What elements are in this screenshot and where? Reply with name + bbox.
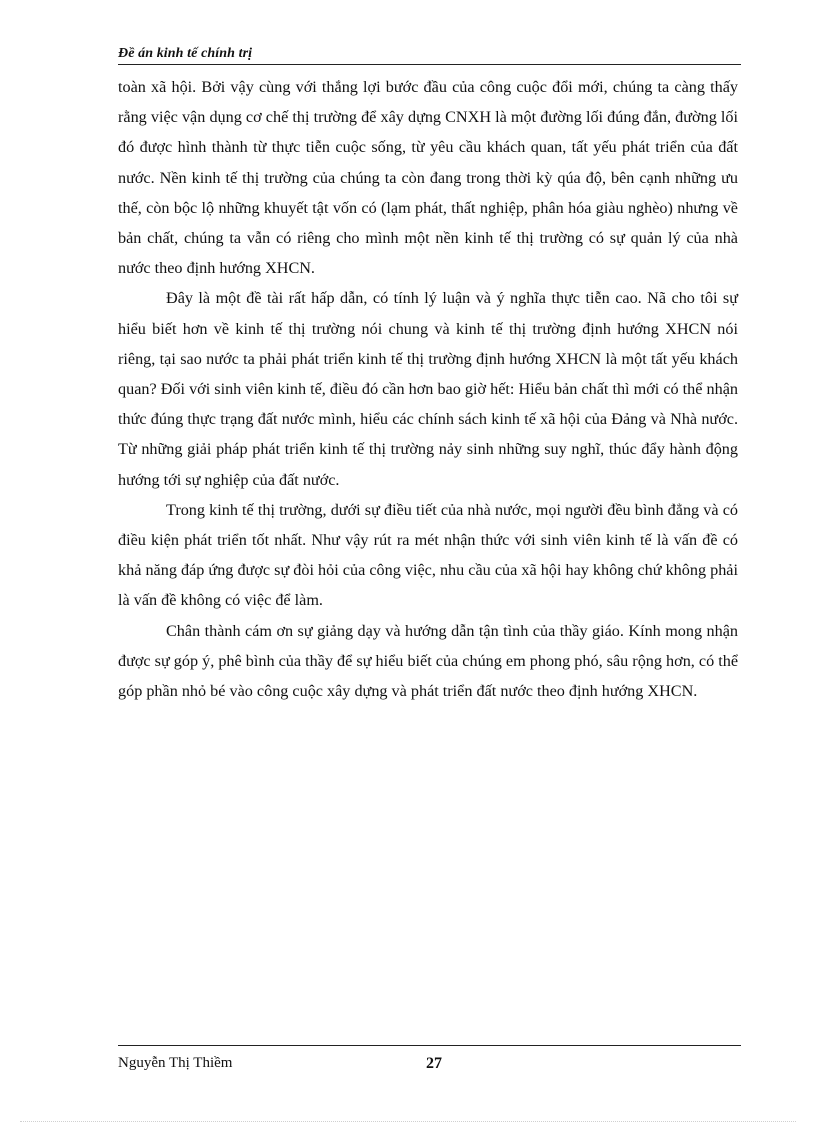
paragraph-topic-significance: Đây là một đề tài rất hấp dẫn, có tính lý luận và ý nghĩa thực tiễn cao. Nã cho tôi sự hiểu biết hơn về kinh tế thị trường nói chung và kinh tế thị trường định hướng XHCN nói riêng, tại sao nước ta phải phát triển kinh tế thị trường định hướng XHCN là một tất yếu khách quan? Đối với sinh viên kinh tế, điều đó cần hơn bao giờ hết: Hiểu bản chất thì mới có thể nhận thức đúng thực trạng đất nước mình, hiểu các chính sách kinh tế xã hội của Đảng và Nhà nước. Từ những giải pháp phát triển kinh tế thị trường nảy sinh những suy nghĩ, thúc đẩy hành động hướng tới sự nghiệp của đất nước. xyxy=(118,289,738,489)
footer-divider xyxy=(118,1045,741,1046)
paragraph-market-economy: Trong kinh tế thị trường, dưới sự điều tiết của nhà nước, mọi người đều bình đẳng và có điều kiện phát triển tốt nhất. Như vậy rút ra mét nhận thức với sinh viên kinh tế là vấn đề có khả năng đáp ứng được sự đòi hỏi của công việc, nhu cầu của xã hội hay không chứ không phải là vấn đề không có việc để làm. xyxy=(118,500,738,610)
running-header-title: Đề án kinh tế chính trị xyxy=(118,46,253,61)
header-divider xyxy=(118,64,741,65)
document-body xyxy=(118,72,738,706)
page-edge-divider xyxy=(20,1121,796,1122)
paragraph-acknowledgement: Chân thành cám ơn sự giảng dạy và hướng dẫn tận tình của thầy giáo. Kính mong nhận được sự góp ý, phê bình của thầy để sự hiểu biết của chúng em phong phó, sâu rộng hơn, có thể góp phần nhỏ bé vào công cuộc xây dựng và phát triển đất nước theo định hướng XHCN. xyxy=(118,621,738,701)
page-number: 27 xyxy=(426,1055,442,1072)
paragraph-continuation: toàn xã hội. Bởi vậy cùng với thắng lợi bước đầu của công cuộc đổi mới, chúng ta càng thấy rằng việc vận dụng cơ chế thị trường để xây dựng CNXH là một đường lối đúng đắn, đường lối đó được hình thành từ thực tiễn cuộc sống, từ yêu cầu khách quan, tất yếu phát triển của đất nước. Nền kinh tế thị trường của chúng ta còn đang trong thời kỳ qúa độ, bên cạnh những ưu thế, còn bộc lộ những khuyết tật vốn có (lạm phát, thất nghiệp, phân hóa giàu nghèo) nhưng về bản chất, chúng ta vẫn có riêng cho mình một nền kinh tế thị trường có sự quản lý của nhà nước theo định hướng XHCN. xyxy=(118,78,738,278)
footer-author: Nguyễn Thị Thiềm xyxy=(118,1055,233,1071)
